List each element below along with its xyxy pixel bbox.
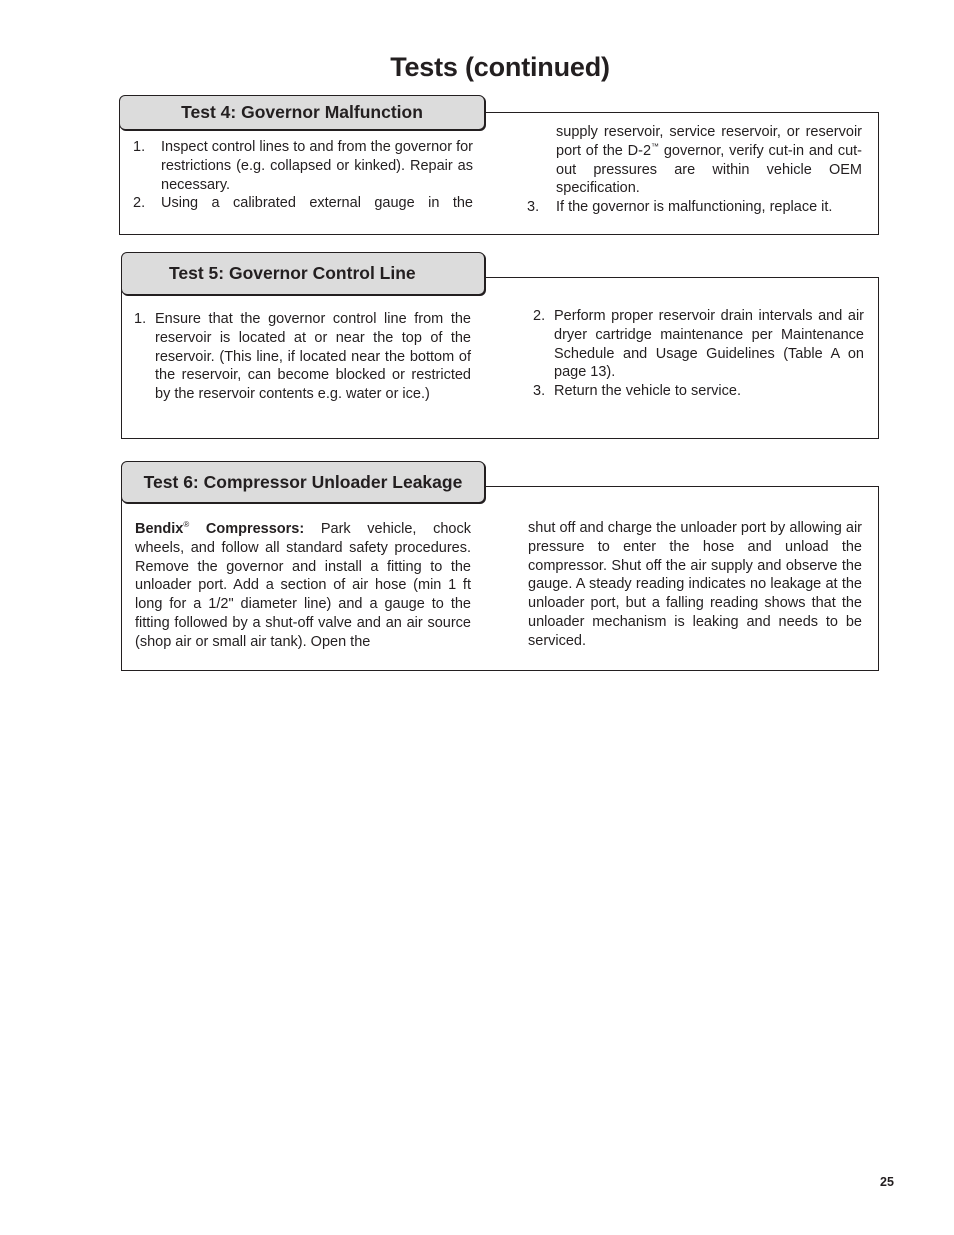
body-text: Park vehicle, chock wheels, and follow all standard safety procedures. Remove the governor and install a fitting to the unloader port. Add a section of air hose (min 1 ft long for a 1/2" diameter line) and a gauge to the fitting followed by a shut-off valve and an air source (shop air or small air tank). Open the bbox=[135, 521, 471, 650]
test4-heading: Test 4: Governor Malfunction bbox=[119, 95, 485, 130]
list-item bbox=[533, 307, 864, 382]
test5-left-column bbox=[134, 310, 471, 404]
list-item bbox=[533, 382, 864, 401]
item-number: 2. bbox=[533, 308, 546, 324]
item-number: 1. bbox=[134, 311, 147, 327]
item-number: 3. bbox=[527, 199, 540, 216]
bold-lead: Bendix bbox=[135, 521, 184, 537]
item-text: Using a calibrated external gauge in the bbox=[161, 195, 473, 212]
item-number: 1. bbox=[133, 139, 146, 155]
test6-right-column bbox=[528, 519, 862, 651]
item-text: Inspect control lines to and from the governor for restrictions (e.g. collapsed or kinked). Repair as necessary. bbox=[161, 139, 473, 193]
list-item bbox=[527, 198, 862, 217]
test5-heading: Test 5: Governor Control Line bbox=[121, 252, 485, 295]
list-item bbox=[134, 310, 471, 404]
page-title: Tests (continued) bbox=[390, 52, 610, 82]
item-number: 3. bbox=[533, 383, 546, 400]
continuation-text-a: supply reservoir, service reservoir, or reservoir port of the D-2 bbox=[556, 124, 862, 159]
test6-heading: Test 6: Compressor Unloader Leakage bbox=[121, 461, 485, 503]
list-item bbox=[133, 138, 473, 194]
trademark-symbol: ™ bbox=[651, 141, 660, 151]
item-text: If the governor is malfunctioning, replace it. bbox=[556, 199, 833, 216]
item-number: 2. bbox=[133, 195, 146, 212]
item-text: Ensure that the governor control line from the reservoir is located at or near the top of the reservoir. (This line, if located near the bottom of the reservoir, can become blocked or restricted by the reservoir contents e.g. water or ice.) bbox=[155, 311, 471, 403]
body-text: shut off and charge the unloader port by allowing air pressure to enter the hose and unload the compressor. Shut off the air supply and observe the gauge. A steady reading indicates no leakage at the unloader port, but a falling reading shows that the unloader mechanism is leaking and needs to be serviced. bbox=[528, 520, 862, 649]
test4-right-column bbox=[527, 123, 862, 217]
item-text: Perform proper reservoir drain intervals and air dryer cartridge maintenance per Maintenance Schedule and Usage Guidelines (Table A on page 13). bbox=[554, 308, 864, 381]
test6-left-column bbox=[135, 520, 471, 652]
test4-left-column bbox=[133, 138, 473, 213]
registered-symbol: ® bbox=[183, 520, 190, 530]
test5-right-column bbox=[533, 307, 864, 401]
item-text: Return the vehicle to service. bbox=[554, 383, 741, 400]
item-text bbox=[556, 123, 862, 198]
page-number: 25 bbox=[880, 1175, 894, 1189]
bold-lead-2: Compressors: bbox=[189, 521, 305, 537]
list-item bbox=[133, 194, 473, 213]
continuation-text-b: governor, verify cut-in and cut-out pressures are within vehicle OEM specification. bbox=[556, 142, 862, 197]
list-item-continuation bbox=[527, 123, 862, 198]
